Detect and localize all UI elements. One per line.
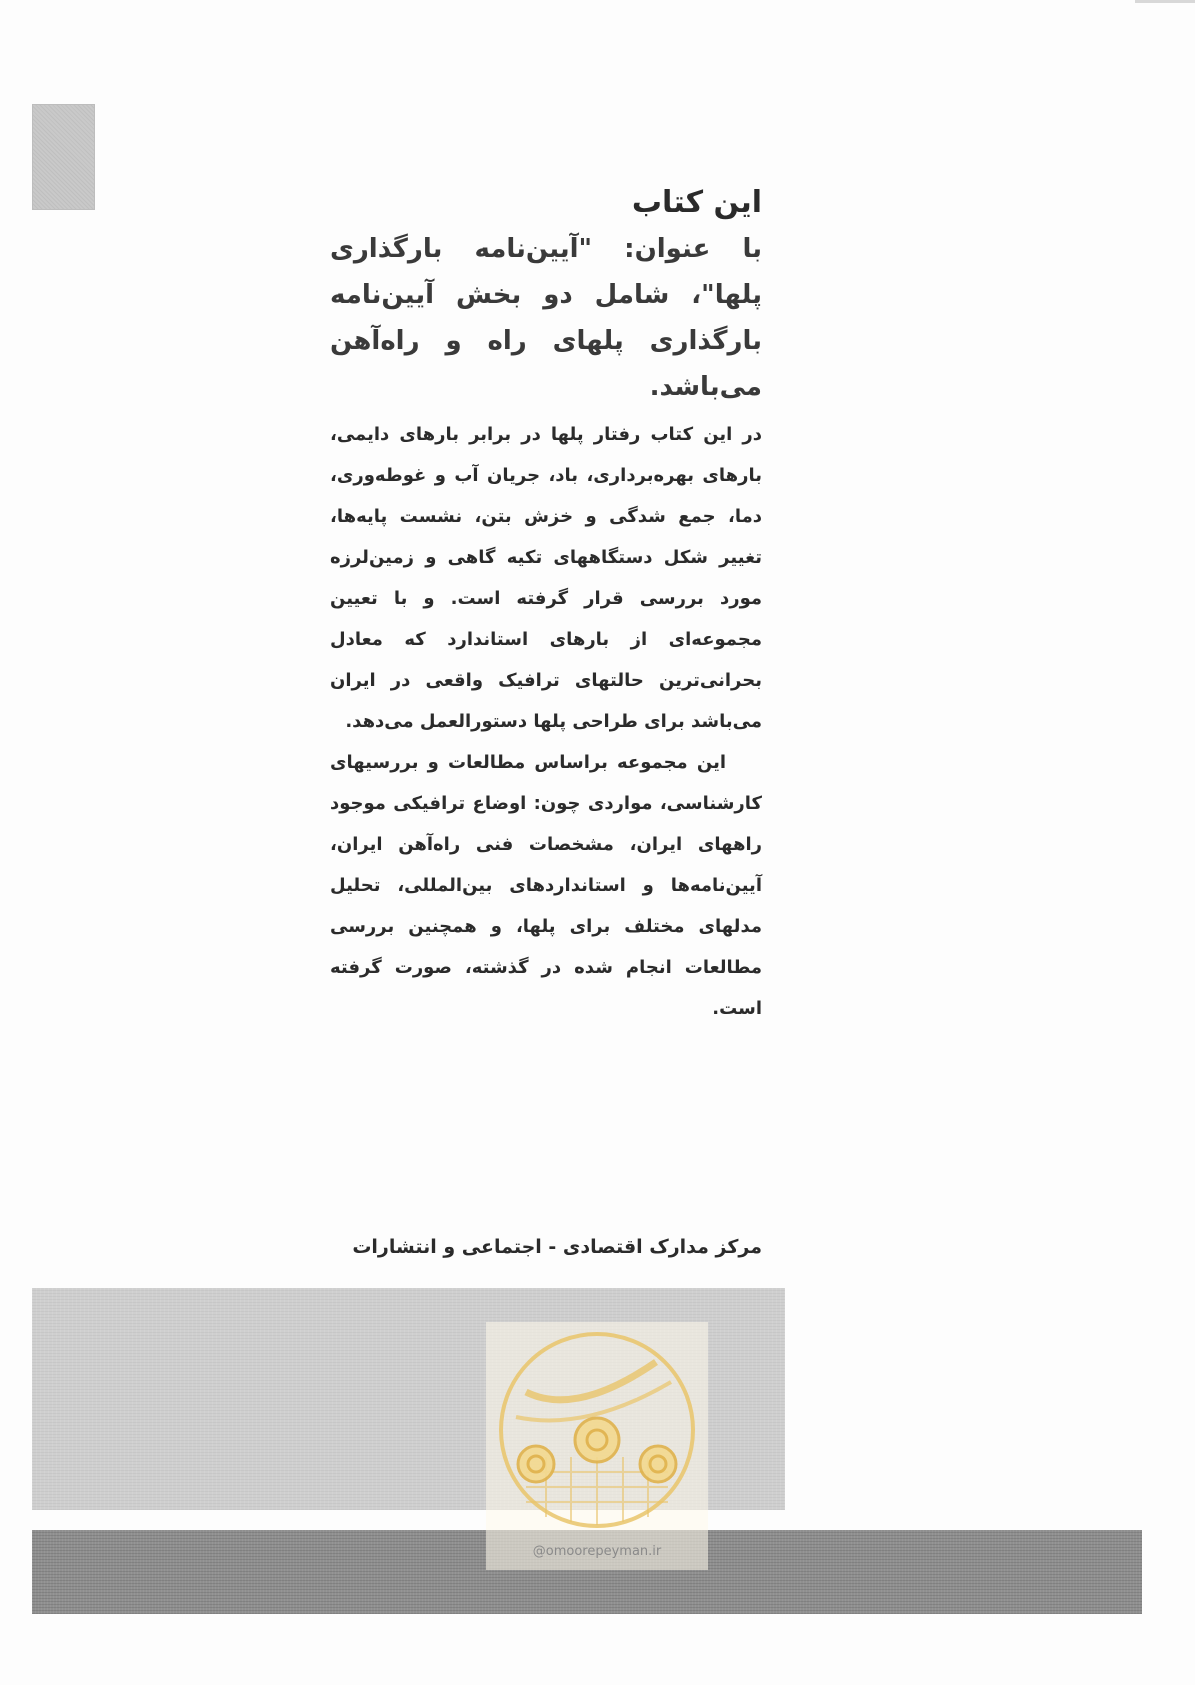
book-subheading: با عنوان: "آیین‌نامه بارگذاری پلها"، شامل دو بخش آیین‌نامه بارگذاری پلهای راه و راه‌آهن می‌باشد. [330, 234, 762, 402]
watermark-logo-icon [486, 1322, 708, 1544]
book-description [330, 180, 762, 1029]
top-gray-block [32, 104, 95, 210]
page-edge-mark [1135, 0, 1195, 3]
description-paragraph-2: این مجموعه براساس مطالعات و بررسیهای کارشناسی، مواردی چون: اوضاع ترافیکی موجود راههای ایران، مشخصات فنی راه‌آهن ایران، آیین‌نامه‌ها و استانداردهای بین‌المللی، تحلیل مدلهای مختلف برای پلها، و همچنین بررسی مطالعات انجام شده در گذشته، صورت گرفته است. [330, 752, 762, 1019]
watermark [486, 1322, 708, 1570]
watermark-url: @omoorepeyman.ir [532, 1544, 662, 1559]
book-heading: این کتاب [631, 185, 762, 220]
description-paragraph-1: در این کتاب رفتار پلها در برابر بارهای دایمی، بارهای بهره‌برداری، باد، جریان آب و غوطه‌وری، دما، جمع شدگی و خزش بتن، نشست پایه‌ها، تغییر شکل دستگاههای تکیه گاهی و زمین‌لرزه مورد بررسی قرار گرفته است. و با تعیین مجموعه‌ای از بارهای استاندارد که معادل بحرانی‌ترین حالتهای ترافیک واقعی در ایران می‌باشد برای طراحی پلها دستورالعمل می‌دهد. [330, 424, 762, 732]
publisher-name: مرکز مدارک اقتصادی - اجتماعی و انتشارات [352, 1236, 762, 1258]
